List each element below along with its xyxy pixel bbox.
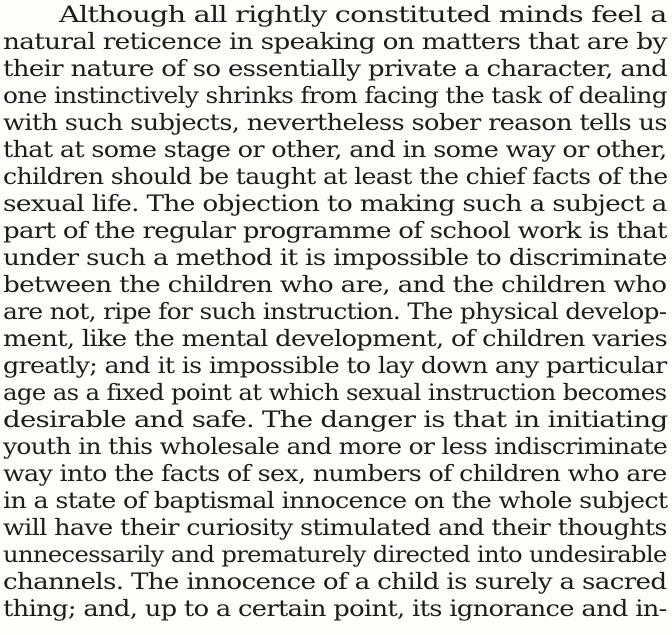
text-line: under such a method it is impossible to discriminate [3, 245, 667, 271]
text-line: natural reticence in speaking on matters that are by [3, 29, 667, 55]
text-line: their nature of so essentially private a character, and [3, 56, 668, 82]
text-line: with such subjects, nevertheless sober reason tells us [3, 110, 667, 136]
text-line: that at some stage or other, and in some way or other, [3, 137, 667, 163]
text-line: will have their curiosity stimulated and their thoughts [3, 515, 667, 541]
text-line: ment, like the mental development, of children varies [3, 326, 668, 352]
text-line: in a state of baptismal innocence on the whole subject [3, 488, 668, 514]
text-line: unnecessarily and prematurely directed into undesirable [3, 542, 667, 568]
text-line: desirable and safe. The danger is that in initiating [3, 407, 668, 433]
text-line: one instinctively shrinks from facing the task of dealing [3, 83, 667, 109]
text-line: channels. The innocence of a child is surely a sacred [3, 569, 667, 595]
text-line: part of the regular programme of school work is that [3, 218, 667, 244]
text-line: age as a fixed point at which sexual instruction becomes [3, 380, 667, 406]
text-line: are not, ripe for such instruction. The physical develop- [3, 299, 667, 325]
text-line: thing; and, up to a certain point, its ignorance and in- [3, 596, 667, 622]
text-line: sexual life. The objection to making such a subject a [3, 191, 667, 217]
text-line: youth in this wholesale and more or less indiscriminate [3, 434, 668, 460]
text-line: way into the facts of sex, numbers of children who are [3, 461, 667, 487]
text-line: greatly; and it is impossible to lay down any particular [3, 353, 667, 379]
text-line: Although all rightly constituted minds feel a [59, 2, 667, 28]
text-line: children should be taught at least the chief facts of the [3, 164, 668, 190]
text-line: between the children who are, and the children who [3, 272, 667, 298]
